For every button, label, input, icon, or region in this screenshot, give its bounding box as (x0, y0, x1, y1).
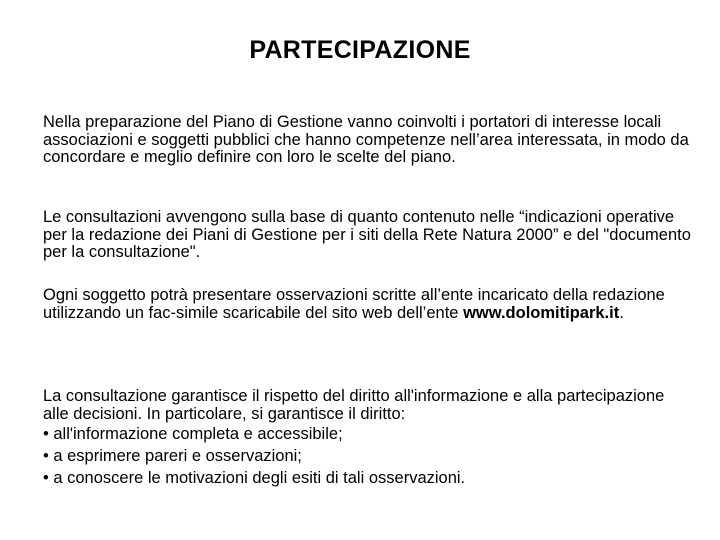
paragraph-rights (43, 388, 693, 489)
bullet-item-motivations: • a conoscere le motivazioni degli esiti di tali osservazioni. (43, 469, 466, 487)
bullet-item-information: • all'informazione completa e accessibile; (43, 425, 343, 443)
observations-text: Ogni soggetto potrà presentare osservazioni scritte all’ente incaricato della redazione utilizzando un fac-simile scaricabile del sito web dell’ente (43, 286, 665, 322)
paragraph-stakeholders: Nella preparazione del Piano di Gestione vanno coinvolti i portatori di interesse locali associazioni e soggetti pubblici che hanno competenze nell’area interessata, in modo da concordare e meglio definire con loro le scelte del piano. (43, 113, 689, 166)
paragraph-observations (43, 287, 693, 322)
website-link[interactable]: www.dolomitipark.it (463, 303, 620, 322)
slide-title: PARTECIPAZIONE (249, 36, 471, 64)
sentence-end: . (619, 303, 624, 322)
rights-intro: La consultazione garantisce il rispetto del diritto all'informazione e alla partecipazione alle decisioni. In particolare, si garantisce il diritto: (43, 387, 665, 423)
bullet-item-opinions: • a esprimere pareri e osservazioni; (43, 447, 302, 465)
paragraph-consultations: Le consultazioni avvengono sulla base di quanto contenuto nelle “indicazioni operative per la redazione dei Piani di Gestione per i siti della Rete Natura 2000” e del "documento per la consultazione". (43, 208, 691, 261)
